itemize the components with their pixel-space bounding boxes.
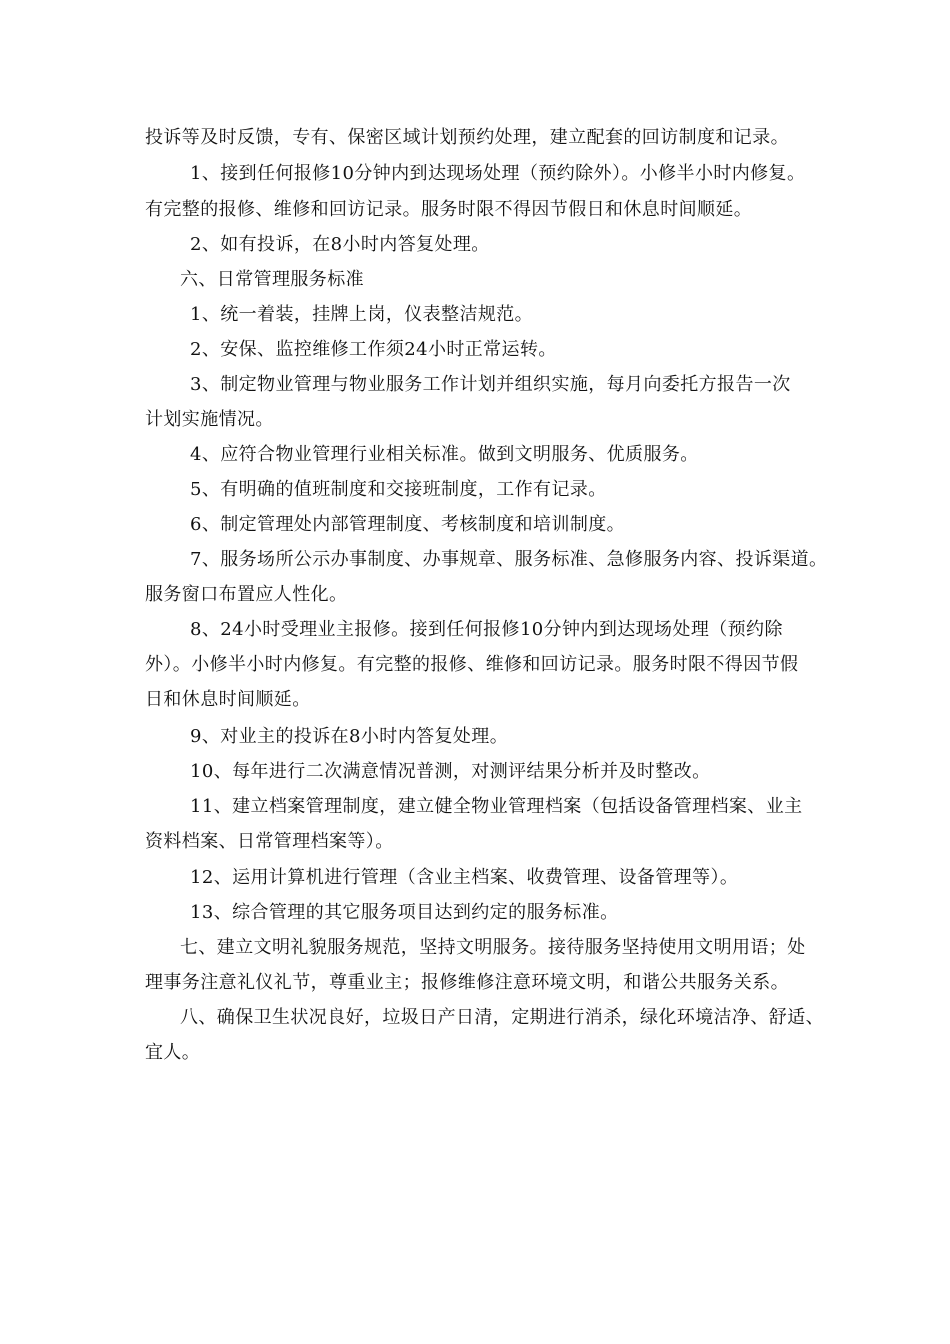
text-line: 2、如有投诉，在8小时内答复处理。 (190, 234, 490, 255)
text-line: 12、运用计算机进行管理（含业主档案、收费管理、设备管理等）。 (190, 867, 739, 888)
text-line: 2、安保、监控维修工作须24小时正常运转。 (190, 339, 557, 360)
text-line: 3、制定物业管理与物业服务工作计划并组织实施，每月向委托方报告一次 (190, 374, 791, 395)
text-line: 理事务注意礼仪礼节，尊重业主；报修维修注意环境文明，和谐公共服务关系。 (145, 972, 789, 993)
text-line: 投诉等及时反馈，专有、保密区域计划预约处理，建立配套的回访制度和记录。 (145, 127, 789, 148)
text-line: 7、服务场所公示办事制度、办事规章、服务标准、急修服务内容、投诉渠道。 (190, 549, 828, 570)
text-line: 宜人。 (145, 1042, 201, 1063)
text-line: 11、建立档案管理制度，建立健全物业管理档案（包括设备管理档案、业主 (190, 796, 803, 817)
section-heading: 六、日常管理服务标准 (180, 269, 364, 290)
text-line: 八、确保卫生状况良好，垃圾日产日清，定期进行消杀，绿化环境洁净、舒适、 (180, 1007, 824, 1028)
text-line: 七、建立文明礼貌服务规范，坚持文明服务。接待服务坚持使用文明用语；处 (180, 937, 806, 958)
text-line: 9、对业主的投诉在8小时内答复处理。 (190, 726, 509, 747)
text-line: 日和休息时间顺延。 (145, 689, 311, 710)
text-line: 有完整的报修、维修和回访记录。服务时限不得因节假日和休息时间顺延。 (145, 199, 753, 220)
text-line: 10、每年进行二次满意情况普测，对测评结果分析并及时整改。 (190, 761, 711, 782)
text-line: 计划实施情况。 (145, 409, 274, 430)
text-line: 13、综合管理的其它服务项目达到约定的服务标准。 (190, 902, 619, 923)
text-line: 1、统一着装，挂牌上岗，仪表整洁规范。 (190, 304, 534, 325)
text-line: 1、接到任何报修10分钟内到达现场处理（预约除外）。小修半小时内修复。 (190, 163, 806, 184)
text-line: 资料档案、日常管理档案等）。 (145, 831, 394, 852)
text-line: 服务窗口布置应人性化。 (145, 584, 348, 605)
text-line: 5、有明确的值班制度和交接班制度，工作有记录。 (190, 479, 607, 500)
text-line: 8、24小时受理业主报修。接到任何报修10分钟内到达现场处理（预约除 (190, 619, 783, 640)
text-line: 外）。小修半小时内修复。有完整的报修、维修和回访记录。服务时限不得因节假 (145, 654, 799, 675)
text-line: 6、制定管理处内部管理制度、考核制度和培训制度。 (190, 514, 626, 535)
text-line: 4、应符合物业管理行业相关标准。做到文明服务、优质服务。 (190, 444, 699, 465)
